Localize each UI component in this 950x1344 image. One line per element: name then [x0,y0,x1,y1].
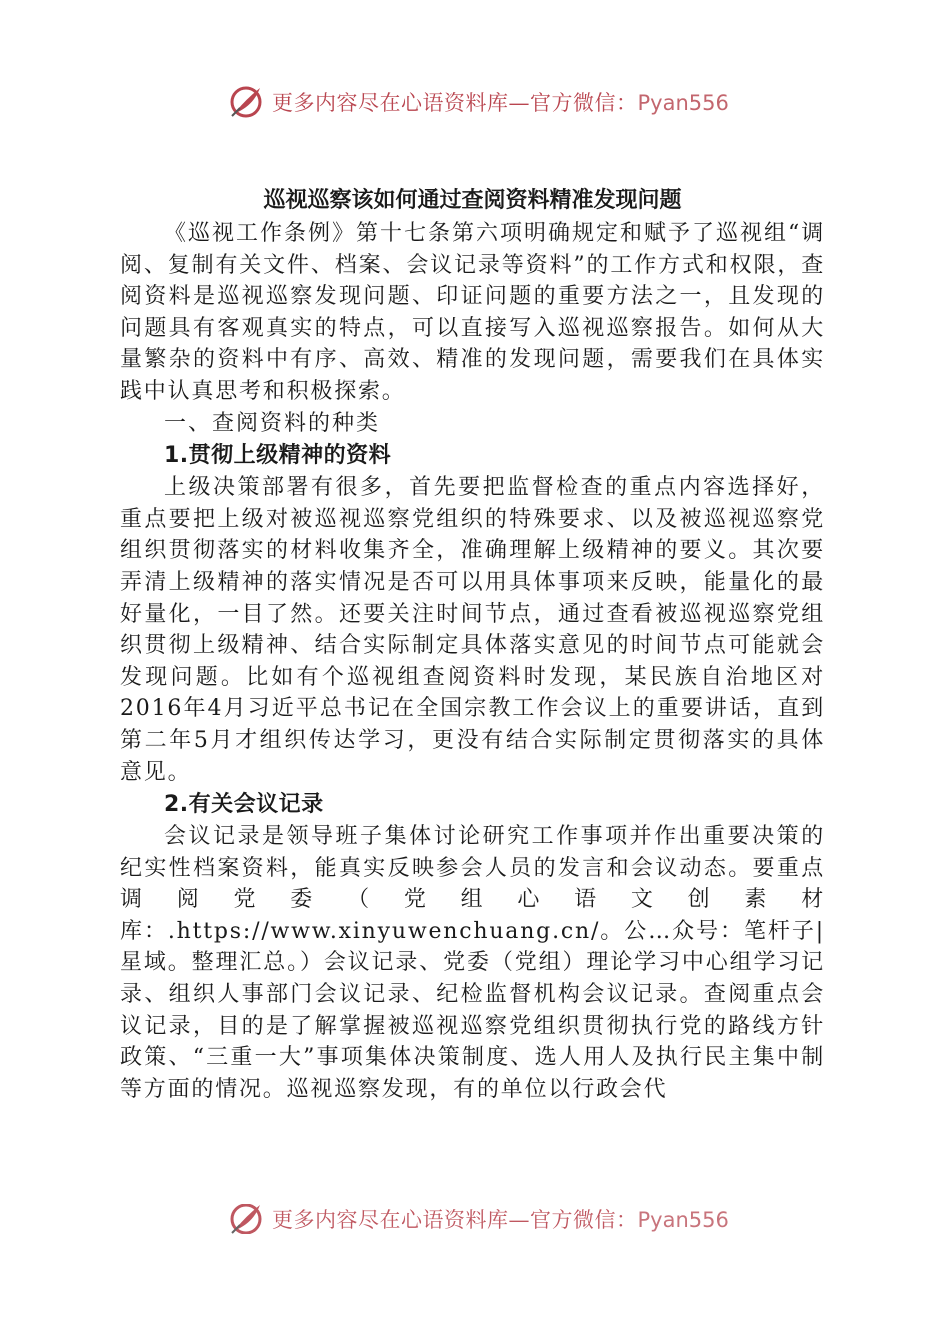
document-body [120,184,825,1105]
watermark-label-footer: 更多内容尽在心语资料库—官方微信： [272,1208,638,1232]
watermark-text-footer [272,1204,729,1234]
watermark-text [272,87,729,117]
watermark-wechat-id: Pyan556 [637,91,729,115]
watermark-footer [226,1204,729,1234]
subheading-2: 2.有关会议记录 [164,792,324,818]
subsection-2-paragraph: 会议记录是领导班子集体讨论研究工作事项并作出重要决策的纪实性档案资料，能真实反映参会人员的发言和会议动态。要重点调阅党委（党组心语文创素材库：.https://www.xinyuwenchuang.cn/。公…众号：笔杆子|星域。整理汇总。）会议记录、党委（党组）理论学习中心组学习记录、组织人事部门会议记录、纪检监督机构会议记录。查阅重点会议记录，目的是了解掌握被巡视巡察党组织贯彻执行党的路线方针政策、“三重一大”事项集体决策制度、选人用人及执行民主集中制等方面的情况。巡视巡察发现，有的单位以行政会代 [120,824,825,1102]
document-title: 巡视巡察该如何通过查阅资料精准发现问题 [263,188,682,213]
section-heading-1: 一、查阅资料的种类 [164,410,381,436]
watermark-wechat-id-footer: Pyan556 [637,1208,729,1232]
intro-paragraph: 《巡视工作条例》第十七条第六项明确规定和赋予了巡视组“调阅、复制有关文件、档案、会议记录等资料”的工作方式和权限，查阅资料是巡视巡察发现问题、印证问题的重要方法之一，且发现的问题具有客观真实的特点，可以直接写入巡视巡察报告。如何从大量繁杂的资料中有序、高效、精准的发现问题，需要我们在具体实践中认真思考和积极探索。 [120,221,825,404]
subheading-1: 1.贯彻上级精神的资料 [164,443,392,469]
quill-logo-icon [226,82,266,122]
watermark-label: 更多内容尽在心语资料库—官方微信： [272,91,638,115]
watermark-header [226,82,729,122]
subsection-1-paragraph: 上级决策部署有很多，首先要把监督检查的重点内容选择好，重点要把上级对被巡视巡察党组织的特殊要求、以及被巡视巡察党组织贯彻落实的材料收集齐全，准确理解上级精神的要义。其次要弄清上级精神的落实情况是否可以用具体事项来反映，能量化的最好量化，一目了然。还要关注时间节点，通过查看被巡视巡察党组织贯彻上级精神、结合实际制定具体落实意见的时间节点可能就会发现问题。比如有个巡视组查阅资料时发现，某民族自治地区对2016年4月习近平总书记在全国宗教工作会议上的重要讲话，直到第二年5月才组织传达学习，更没有结合实际制定贯彻落实的具体意见。 [120,475,825,785]
quill-logo-icon [226,1204,266,1234]
